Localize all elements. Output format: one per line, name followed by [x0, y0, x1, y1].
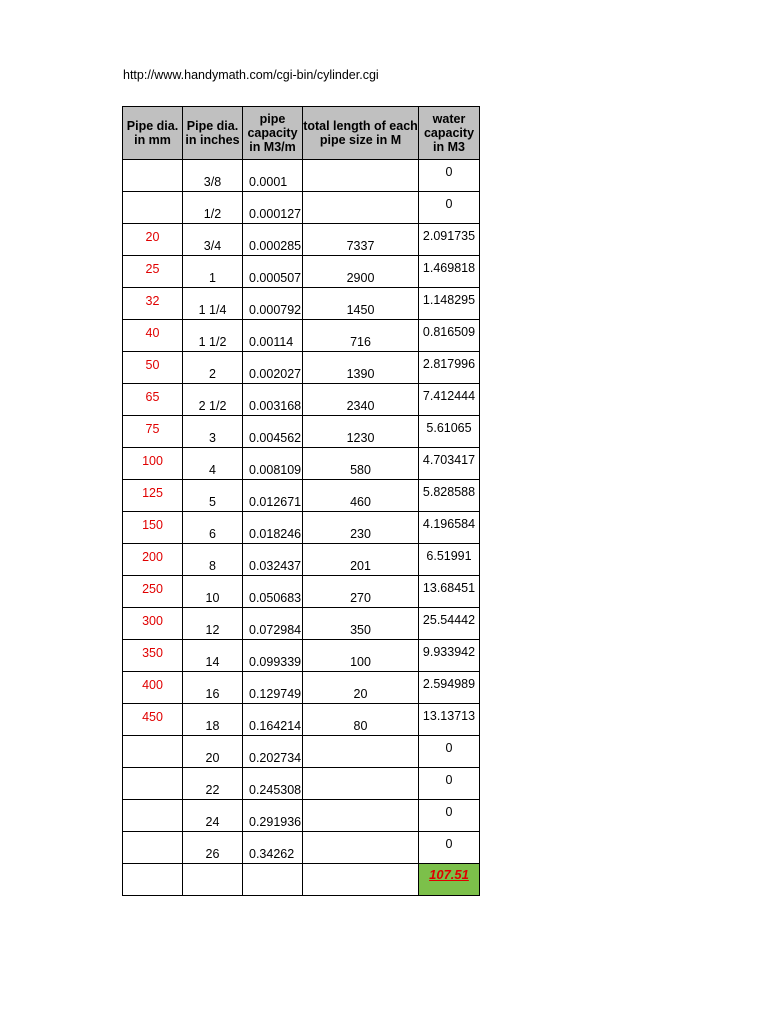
pipe-dia-inches-cell: [183, 608, 243, 640]
water-capacity: 9.933942: [422, 645, 476, 659]
pipe-capacity-cell: [243, 672, 303, 704]
pipe-capacity-cell: [243, 576, 303, 608]
pipe-dia-inches-cell: [183, 832, 243, 864]
total-length-cell: [303, 192, 419, 224]
pipe-capacity: 0.002027: [249, 367, 302, 381]
water-capacity: 7.412444: [422, 389, 476, 403]
table-row: [123, 288, 480, 320]
pipe-dia-mm-cell: [123, 576, 183, 608]
water-capacity: 6.51991: [426, 549, 472, 563]
water-capacity-cell: [419, 288, 480, 320]
table-row: [123, 192, 480, 224]
pipe-dia-mm-cell: [123, 800, 183, 832]
pipe-dia-inches: 18: [205, 719, 220, 733]
total-length-cell: [303, 704, 419, 736]
water-capacity-cell: [419, 384, 480, 416]
water-capacity-cell: [419, 736, 480, 768]
pipe-dia-mm-cell: [123, 384, 183, 416]
total-water-capacity: 107.51: [429, 867, 469, 882]
total-length-cell: [303, 224, 419, 256]
water-capacity-cell: [419, 544, 480, 576]
pipe-dia-mm-cell: [123, 736, 183, 768]
pipe-dia-inches: 16: [205, 687, 220, 701]
pipe-dia-mm: 125: [142, 486, 163, 500]
table-row: [123, 832, 480, 864]
pipe-dia-inches-cell: [183, 384, 243, 416]
pipe-dia-mm-cell: [123, 352, 183, 384]
pipe-dia-mm-cell: [123, 704, 183, 736]
water-capacity-cell: [419, 256, 480, 288]
pipe-dia-inches: 24: [205, 815, 220, 829]
pipe-capacity-cell: [243, 384, 303, 416]
pipe-dia-mm-cell: [123, 640, 183, 672]
total-length-cell: [303, 256, 419, 288]
total-length-cell: [303, 352, 419, 384]
pipe-capacity-cell: [243, 544, 303, 576]
total-length: 580: [350, 463, 371, 477]
header-total-length: total length of each pipe size in M: [303, 107, 419, 160]
pipe-dia-mm-cell: [123, 608, 183, 640]
table-row: [123, 224, 480, 256]
pipe-dia-inches-cell: [183, 576, 243, 608]
water-capacity: 0: [445, 805, 453, 819]
pipe-capacity-cell: [243, 352, 303, 384]
pipe-capacity-cell: [243, 832, 303, 864]
water-capacity-cell: [419, 768, 480, 800]
water-capacity: 0: [445, 165, 453, 179]
water-capacity: 0: [445, 773, 453, 787]
total-length: 270: [350, 591, 371, 605]
pipe-dia-inches-cell: [183, 512, 243, 544]
table-row: [123, 384, 480, 416]
pipe-dia-mm-cell: [123, 224, 183, 256]
pipe-capacity-cell: [243, 256, 303, 288]
water-capacity-cell: [419, 640, 480, 672]
water-capacity-cell: [419, 832, 480, 864]
water-capacity-cell: [419, 448, 480, 480]
pipe-capacity: 0.050683: [249, 591, 302, 605]
total-length-cell: [303, 320, 419, 352]
pipe-capacity: 0.072984: [249, 623, 302, 637]
water-capacity-cell: [419, 576, 480, 608]
water-capacity-cell: [419, 320, 480, 352]
pipe-capacity-cell: [243, 448, 303, 480]
pipe-capacity: 0.0001: [249, 175, 288, 189]
table-row: [123, 416, 480, 448]
pipe-dia-inches-cell: [183, 352, 243, 384]
pipe-capacity: 0.099339: [249, 655, 302, 669]
pipe-dia-inches-cell: [183, 448, 243, 480]
pipe-capacity: 0.008109: [249, 463, 302, 477]
water-capacity: 1.148295: [422, 293, 476, 307]
pipe-dia-mm: 65: [145, 390, 160, 404]
water-capacity: 4.196584: [422, 517, 476, 531]
total-length: 716: [350, 335, 371, 349]
pipe-capacity-cell: [243, 320, 303, 352]
pipe-dia-mm: 40: [145, 326, 160, 340]
table-row: [123, 576, 480, 608]
pipe-dia-inches-cell: [183, 544, 243, 576]
pipe-dia-mm-cell: [123, 480, 183, 512]
table-row: [123, 768, 480, 800]
total-row: [123, 864, 480, 896]
pipe-dia-mm-cell: [123, 512, 183, 544]
pipe-capacity-cell: [243, 512, 303, 544]
pipe-dia-mm: 50: [145, 358, 160, 372]
pipe-capacity-cell: [243, 704, 303, 736]
water-capacity: 0: [445, 837, 453, 851]
pipe-dia-mm: 200: [142, 550, 163, 564]
pipe-capacity: 0.164214: [249, 719, 302, 733]
water-capacity-cell: [419, 512, 480, 544]
total-length-cell: [303, 448, 419, 480]
pipe-capacity-cell: [243, 288, 303, 320]
pipe-dia-mm-cell: [123, 448, 183, 480]
pipe-dia-mm: 20: [145, 230, 160, 244]
table-row: [123, 704, 480, 736]
total-empty-cell: [243, 864, 303, 896]
table-row: [123, 736, 480, 768]
water-capacity-cell: [419, 192, 480, 224]
total-length-cell: [303, 640, 419, 672]
pipe-dia-inches-cell: [183, 640, 243, 672]
pipe-dia-mm-cell: [123, 672, 183, 704]
water-capacity: 5.61065: [426, 421, 472, 435]
pipe-dia-inches-cell: [183, 480, 243, 512]
pipe-capacity: 0.004562: [249, 431, 302, 445]
pipe-capacity-table: [122, 106, 480, 896]
pipe-dia-mm-cell: [123, 160, 183, 192]
pipe-capacity: 0.003168: [249, 399, 302, 413]
total-length-cell: [303, 576, 419, 608]
total-length: 80: [353, 719, 368, 733]
pipe-capacity-cell: [243, 800, 303, 832]
water-capacity: 2.817996: [422, 357, 476, 371]
pipe-dia-inches: 8: [209, 559, 216, 573]
water-capacity-cell: [419, 224, 480, 256]
pipe-capacity-cell: [243, 224, 303, 256]
pipe-dia-inches: 3: [209, 431, 216, 445]
pipe-dia-inches: 1/2: [203, 207, 222, 221]
pipe-dia-inches-cell: [183, 288, 243, 320]
total-length: 230: [350, 527, 371, 541]
total-length: 460: [350, 495, 371, 509]
header-pipe-dia-mm: Pipe dia. in mm: [123, 107, 183, 160]
total-length: 1450: [346, 303, 375, 317]
pipe-dia-mm: 75: [145, 422, 160, 436]
pipe-dia-inches: 20: [205, 751, 220, 765]
table-row: [123, 672, 480, 704]
pipe-capacity: 0.202734: [249, 751, 302, 765]
pipe-dia-inches-cell: [183, 736, 243, 768]
pipe-capacity-cell: [243, 480, 303, 512]
pipe-dia-mm-cell: [123, 256, 183, 288]
table-row: [123, 608, 480, 640]
pipe-dia-mm-cell: [123, 544, 183, 576]
pipe-dia-mm: 450: [142, 710, 163, 724]
total-empty-cell: [303, 864, 419, 896]
pipe-dia-inches: 1: [209, 271, 216, 285]
pipe-dia-inches-cell: [183, 256, 243, 288]
pipe-dia-inches: 4: [209, 463, 216, 477]
pipe-capacity-cell: [243, 608, 303, 640]
pipe-capacity-cell: [243, 416, 303, 448]
pipe-capacity: 0.000792: [249, 303, 302, 317]
pipe-dia-inches: 5: [209, 495, 216, 509]
table-row: [123, 544, 480, 576]
table-row: [123, 352, 480, 384]
pipe-dia-inches-cell: [183, 672, 243, 704]
table-row: [123, 512, 480, 544]
pipe-dia-inches: 2 1/2: [198, 399, 227, 413]
water-capacity: 25.54442: [422, 613, 476, 627]
pipe-dia-inches-cell: [183, 320, 243, 352]
pipe-capacity: 0.000285: [249, 239, 302, 253]
total-length-cell: [303, 288, 419, 320]
pipe-capacity: 0.00114: [249, 335, 294, 349]
pipe-dia-inches: 2: [209, 367, 216, 381]
pipe-capacity: 0.018246: [249, 527, 302, 541]
table-row: [123, 800, 480, 832]
total-length-cell: [303, 480, 419, 512]
pipe-dia-inches: 6: [209, 527, 216, 541]
pipe-dia-inches: 14: [205, 655, 220, 669]
pipe-dia-mm: 350: [142, 646, 163, 660]
total-length-cell: [303, 608, 419, 640]
pipe-dia-mm-cell: [123, 192, 183, 224]
pipe-dia-mm-cell: [123, 416, 183, 448]
pipe-capacity: 0.34262: [249, 847, 295, 861]
header-pipe-dia-inches: Pipe dia. in inches: [183, 107, 243, 160]
pipe-dia-mm-cell: [123, 288, 183, 320]
pipe-dia-mm-cell: [123, 768, 183, 800]
pipe-dia-inches: 26: [205, 847, 220, 861]
pipe-dia-inches: 12: [205, 623, 220, 637]
water-capacity: 5.828588: [422, 485, 476, 499]
total-length: 2340: [346, 399, 375, 413]
water-capacity: 13.68451: [422, 581, 476, 595]
pipe-dia-inches: 1 1/4: [198, 303, 227, 317]
total-length: 350: [350, 623, 371, 637]
pipe-dia-inches: 22: [205, 783, 220, 797]
total-length-cell: [303, 832, 419, 864]
table-row: [123, 320, 480, 352]
water-capacity: 4.703417: [422, 453, 476, 467]
pipe-dia-mm: 100: [142, 454, 163, 468]
pipe-dia-inches-cell: [183, 416, 243, 448]
pipe-capacity: 0.245308: [249, 783, 302, 797]
pipe-dia-mm: 250: [142, 582, 163, 596]
table-row: [123, 448, 480, 480]
total-length-cell: [303, 160, 419, 192]
pipe-dia-mm-cell: [123, 832, 183, 864]
water-capacity-cell: [419, 352, 480, 384]
pipe-dia-mm-cell: [123, 320, 183, 352]
header-water-capacity: water capacity in M3: [419, 107, 480, 160]
pipe-dia-inches-cell: [183, 704, 243, 736]
table-row: [123, 480, 480, 512]
total-length-cell: [303, 672, 419, 704]
pipe-capacity: 0.000507: [249, 271, 302, 285]
water-capacity: 0: [445, 197, 453, 211]
pipe-dia-inches: 10: [205, 591, 220, 605]
header-pipe-capacity: pipe capacity in M3/m: [243, 107, 303, 160]
pipe-capacity-cell: [243, 160, 303, 192]
pipe-capacity-cell: [243, 736, 303, 768]
pipe-capacity: 0.032437: [249, 559, 302, 573]
water-capacity: 1.469818: [422, 261, 476, 275]
total-length: 20: [353, 687, 368, 701]
pipe-dia-mm: 400: [142, 678, 163, 692]
total-length-cell: [303, 544, 419, 576]
water-capacity-cell: [419, 160, 480, 192]
total-length: 2900: [346, 271, 375, 285]
total-length-cell: [303, 416, 419, 448]
pipe-dia-inches-cell: [183, 800, 243, 832]
pipe-capacity-cell: [243, 192, 303, 224]
water-capacity-cell: [419, 416, 480, 448]
pipe-capacity: 0.012671: [249, 495, 302, 509]
table-body: [123, 160, 480, 896]
pipe-dia-inches: 3/4: [203, 239, 222, 253]
total-length: 201: [350, 559, 371, 573]
water-capacity-cell: [419, 608, 480, 640]
water-capacity-cell: [419, 480, 480, 512]
water-capacity: 2.091735: [422, 229, 476, 243]
source-url: http://www.handymath.com/cgi-bin/cylinder.cgi: [123, 68, 379, 82]
table-row: [123, 256, 480, 288]
water-capacity: 0: [445, 741, 453, 755]
water-capacity-cell: [419, 672, 480, 704]
pipe-dia-mm: 25: [145, 262, 160, 276]
header-row: [123, 107, 480, 160]
pipe-capacity-cell: [243, 640, 303, 672]
pipe-dia-mm: 300: [142, 614, 163, 628]
total-empty-cell: [123, 864, 183, 896]
pipe-dia-mm: 32: [145, 294, 160, 308]
pipe-capacity-cell: [243, 768, 303, 800]
total-empty-cell: [183, 864, 243, 896]
pipe-capacity: 0.000127: [249, 207, 302, 221]
total-length-cell: [303, 384, 419, 416]
table-row: [123, 640, 480, 672]
total-length: 1230: [346, 431, 375, 445]
water-capacity: 0.816509: [422, 325, 476, 339]
total-length-cell: [303, 736, 419, 768]
pipe-capacity: 0.129749: [249, 687, 302, 701]
total-length: 100: [350, 655, 371, 669]
pipe-dia-inches-cell: [183, 768, 243, 800]
water-capacity: 13.13713: [422, 709, 476, 723]
pipe-dia-inches-cell: [183, 192, 243, 224]
water-capacity: 2.594989: [422, 677, 476, 691]
water-capacity-cell: [419, 800, 480, 832]
total-length-cell: [303, 800, 419, 832]
pipe-dia-mm: 150: [142, 518, 163, 532]
water-capacity-cell: [419, 704, 480, 736]
pipe-dia-inches: 3/8: [203, 175, 222, 189]
pipe-dia-inches: 1 1/2: [198, 335, 227, 349]
total-length-cell: [303, 768, 419, 800]
total-length: 7337: [346, 239, 375, 253]
total-length: 1390: [346, 367, 375, 381]
table-row: [123, 160, 480, 192]
total-water-capacity-cell: [419, 864, 480, 896]
pipe-capacity: 0.291936: [249, 815, 302, 829]
total-length-cell: [303, 512, 419, 544]
pipe-dia-inches-cell: [183, 160, 243, 192]
pipe-dia-inches-cell: [183, 224, 243, 256]
